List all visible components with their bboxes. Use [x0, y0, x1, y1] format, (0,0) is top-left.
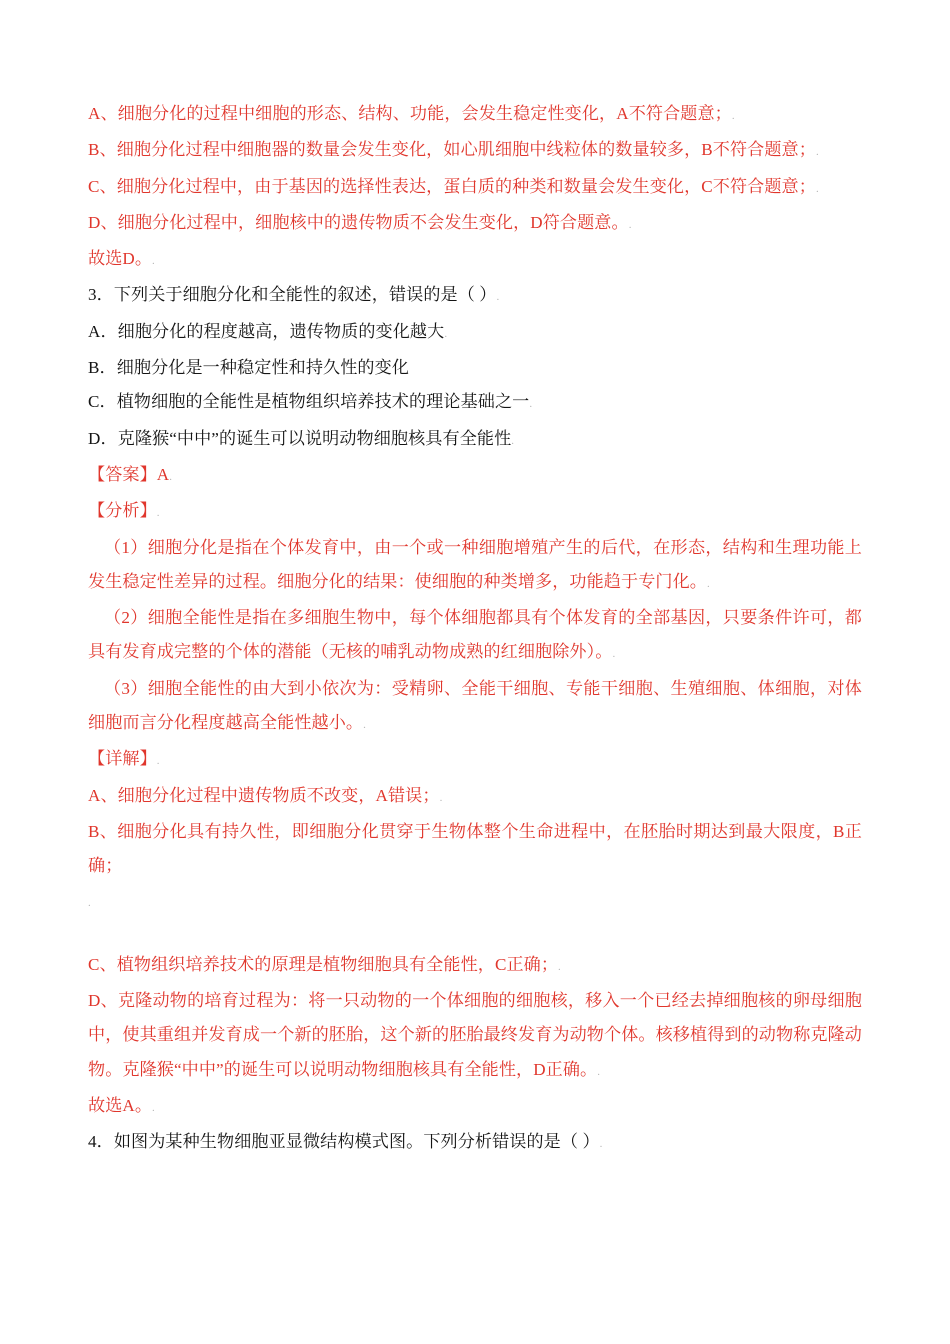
format-mark: . [628, 218, 632, 231]
q2-conclusion [88, 242, 862, 278]
format-mark: . [529, 398, 533, 411]
q2-explanation-option-a-text: A、细胞分化的过程中细胞的形态、结构、功能，会发生稳定性变化，A不符合题意； [88, 104, 732, 123]
q2-explanation-option-d-text: D、细胞分化过程中，细胞核中的遗传物质不会发生变化，D符合题意。 [88, 212, 629, 232]
format-mark: . [599, 1138, 603, 1151]
format-mark: . [511, 434, 515, 447]
q3-analysis-label-row [88, 494, 862, 530]
format-mark: . [731, 110, 735, 122]
q3-analysis-item-2-text: （2）细胞全能性是指在多细胞生物中，每个体细胞都具有个体发育的全部基因，只要条件许可，都具有发育成完整的个体的潜能（无核的哺乳动物成熟的红细胞除外）。 [88, 608, 862, 662]
format-mark: . [156, 755, 160, 768]
q3-detail-label-row [88, 742, 862, 778]
q3-option-b-text: B．细胞分化是一种稳定性和持久性的变化 [88, 358, 409, 378]
q3-detail-item-d [88, 984, 862, 1089]
document-body [88, 97, 862, 1162]
format-mark: . [156, 507, 160, 520]
q3-option-a-text: A．细胞分化的程度越高，遗传物质的变化越大 [88, 321, 445, 341]
format-mark: . [612, 648, 616, 661]
q3-detail-item-a [88, 779, 862, 815]
q4-stem [88, 1125, 862, 1161]
q3-option-b [88, 351, 862, 385]
q3-detail-item-c-text: C、植物组织培养技术的原理是植物细胞具有全能性，C正确； [88, 954, 559, 974]
q4-stem-text: 4．如图为某种生物细胞亚显微结构模式图。下列分析错误的是（ ） [88, 1132, 600, 1152]
q3-analysis-item-3-text: （3）细胞全能性的由大到小依次为：受精卵、全能干细胞、专能干细胞、生殖细胞、体细胞，对体细胞而言分化程度越高全能性越小。 [88, 678, 862, 733]
q3-analysis-item-3 [88, 672, 862, 743]
q3-option-c [88, 385, 862, 421]
format-mark: . [706, 577, 710, 590]
q3-conclusion-text: 故选A。 [88, 1096, 153, 1116]
q3-detail-item-a-text: A、细胞分化过程中遗传物质不改变，A错误； [88, 785, 440, 805]
q3-analysis-item-1-text: （1）细胞分化是指在个体发育中，由一个或一种细胞增殖产生的后代，在形态，结构和生理功能上发生稳定性差异的过程。细胞分化的结果：使细胞的种类增多，功能趋于专门化。 [88, 537, 862, 591]
q2-explanation-option-c [88, 170, 862, 206]
q3-stem [88, 278, 862, 314]
q3-option-c-text: C．植物细胞的全能性是植物组织培养技术的理论基础之一 [88, 392, 530, 412]
q3-detail-label: 【详解】 [88, 749, 157, 769]
q3-analysis-label: 【分析】 [88, 501, 157, 521]
q2-explanation-option-b [88, 133, 862, 169]
detail-blank-line [88, 918, 862, 948]
q3-analysis-item-2 [88, 601, 862, 672]
format-mark: . [815, 146, 819, 159]
q3-detail-item-b [88, 815, 862, 884]
format-mark: . [169, 470, 172, 483]
format-mark: . [88, 896, 91, 909]
q3-detail-item-b-text: B、细胞分化具有持久性，即细胞分化贯穿于生物体整个生命进程中，在胚胎时期达到最大限度，B正确； [88, 821, 862, 876]
format-mark: . [363, 719, 366, 732]
q3-stem-text: 3．下列关于细胞分化和全能性的叙述，错误的是（ ） [88, 285, 497, 305]
q2-explanation-option-d [88, 206, 862, 242]
format-mark: . [439, 791, 443, 804]
q3-option-a [88, 315, 862, 351]
q2-explanation-option-c-text: C、细胞分化过程中，由于基因的选择性表达，蛋白质的种类和数量会发生变化，C不符合题意； [88, 176, 816, 196]
format-mark: . [597, 1065, 600, 1078]
q3-answer-row [88, 458, 862, 494]
format-mark: . [152, 1102, 155, 1115]
format-mark: . [496, 291, 500, 304]
q2-conclusion-text: 故选D。 [88, 249, 153, 269]
q2-explanation-option-b-text: B、细胞分化过程中细胞器的数量会发生变化，如心肌细胞中线粒体的数量较多，B不符合题意； [88, 140, 816, 160]
q3-detail-item-d-text: D、克隆动物的培育过程为：将一只动物的一个体细胞的细胞核，移入一个已经去掉细胞核的卵母细胞中，使其重组并发育成一个新的胚胎，这个新的胚胎最终发育为动物个体。核移植得到的动物称克隆动物。克隆猴“中中”的诞生可以说明动物细胞核具有全能性，D正确。 [88, 991, 862, 1079]
format-mark: . [815, 182, 819, 195]
format-mark: . [558, 960, 561, 973]
detail-b-trailing-mark-line [88, 884, 862, 918]
q3-option-d [88, 422, 862, 458]
q3-answer-value: A [156, 464, 170, 484]
format-mark: . [444, 327, 448, 340]
q3-conclusion [88, 1089, 862, 1125]
q3-analysis-item-1 [88, 531, 862, 602]
q3-option-d-text: D．克隆猴“中中”的诞生可以说明动物细胞核具有全能性 [88, 428, 512, 448]
q3-detail-item-c [88, 948, 862, 984]
format-mark: . [152, 255, 155, 268]
q3-answer-label: 【答案】 [88, 464, 157, 484]
q2-explanation-option-a [88, 97, 862, 133]
